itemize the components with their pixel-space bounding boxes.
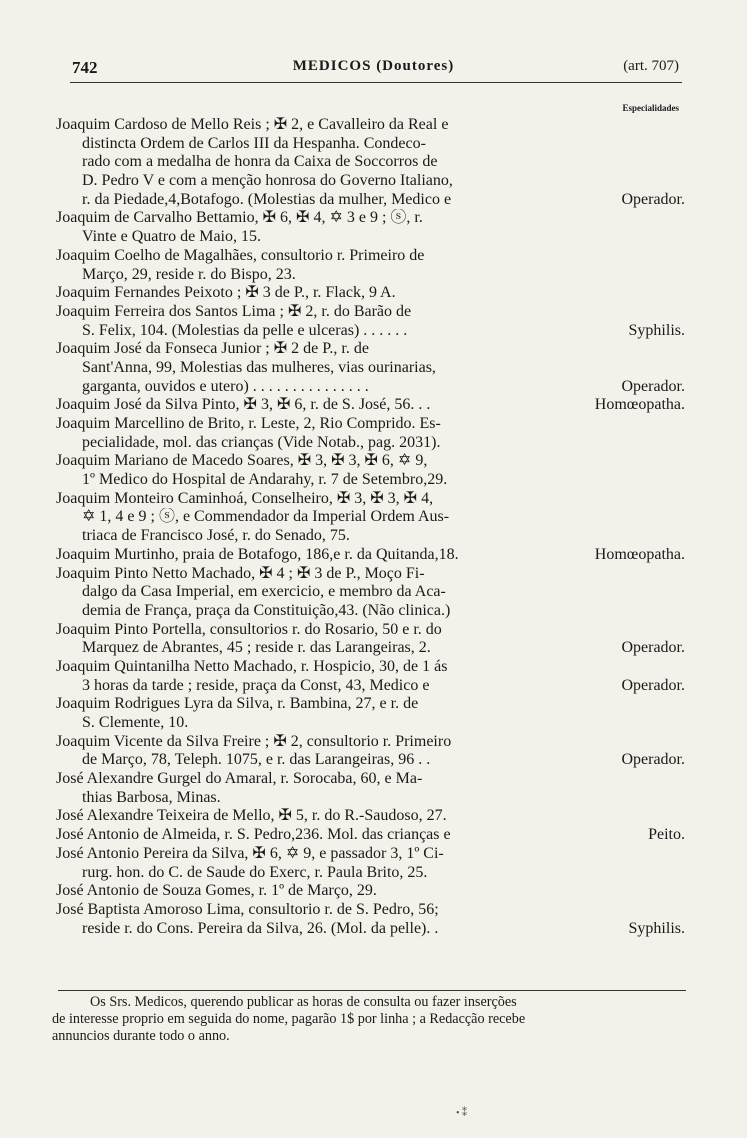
entry-continuation-line: distincta Ordem de Carlos III da Hespanha. Condeco- [82,134,426,152]
entry-name-line: Joaquim Cardoso de Mello Reis ; ✠ 2, e Cavalleiro da Real e [56,116,449,133]
entry-name-line: Joaquim José da Silva Pinto, ✠ 3, ✠ 6, r. de S. José, 56. . . [56,396,431,414]
entry-specialty: Syphilis. [628,321,685,339]
directory-entry [0,546,747,565]
entry-continuation-line: S. Felix, 104. (Molestias da pelle e ulceras) . . . . . . [82,321,408,339]
notice-line: de interesse proprio em seguida do nome, pagarão 1$ por linha ; a Redacção recebe [52,1011,526,1027]
directory-entry [0,733,747,770]
entry-continuation-line: dalgo da Casa Imperial, em exercicio, e membro da Aca- [82,583,446,601]
directory-entry [0,882,747,901]
directory-entry [0,415,747,452]
entry-continuation-line: thias Barbosa, Minas. [82,788,221,806]
directory-entry [0,247,747,284]
entry-name-line: Joaquim José da Fonseca Junior ; ✠ 2 de P., r. de [56,340,369,358]
entry-name-line: Joaquim Coelho de Magalhães, consultorio r. Primeiro de [56,246,425,264]
footer-notice [50,994,690,1045]
notice-line: annuncios durante todo o anno. [52,1028,230,1044]
entry-name-line: José Antonio de Souza Gomes, r. 1º de Março, 29. [56,882,377,900]
directory-entry [0,826,747,845]
directory-entry [0,658,747,695]
directory-entry [0,845,747,882]
directory-entry [0,621,747,658]
entry-name-line: José Antonio de Almeida, r. S. Pedro,236. Mol. das crianças e [56,826,451,844]
directory-entry [0,490,747,546]
entry-specialty: Operador. [621,377,685,395]
entry-continuation-line: Sant'Anna, 99, Molestias das mulheres, vias ourinarias, [82,358,436,376]
entry-name-line: Joaquim Vicente da Silva Freire ; ✠ 2, consultorio r. Primeiro [56,732,452,750]
entry-name-line: Joaquim Monteiro Caminhoá, Conselheiro, ✠ 3, ✠ 3, ✠ 4, [56,489,434,507]
directory-entry [0,770,747,807]
entry-continuation-line: pecialidade, mol. das crianças (Vide Notab., pag. 2031). [82,433,441,451]
directory-entry [0,340,747,396]
entry-continuation-line: rado com a medalha de honra da Caixa de Soccorros de [82,153,438,171]
entry-name-line: José Baptista Amoroso Lima, consultorio r. de S. Pedro, 56; [56,900,439,918]
entry-continuation-line: ✡ 1, 4 e 9 ; ⓢ, e Commendador da Imperial Ordem Aus- [82,508,450,526]
header-rule [70,82,682,83]
entry-name-line: José Antonio Pereira da Silva, ✠ 6, ✡ 9, e passador 3, 1º Ci- [56,844,444,862]
directory-entry [0,807,747,826]
entry-continuation-line: 3 horas da tarde ; reside, praça da Const, 43, Medico e [82,676,430,694]
entry-name-line: Joaquim Ferreira dos Santos Lima ; ✠ 2, r. do Barão de [56,302,412,320]
directory-entry [0,452,747,489]
entry-continuation-line: reside r. do Cons. Pereira da Silva, 26. (Mol. da pelle). . [82,919,439,937]
directory-entry [0,116,747,209]
entry-name-line: José Alexandre Teixeira de Mello, ✠ 5, r. do R.-Saudoso, 27. [56,807,447,825]
entry-continuation-line: r. da Piedade,4,Botafogo. (Molestias da mulher, Medico e [82,190,452,208]
entry-continuation-line: Março, 29, reside r. do Bispo, 23. [82,265,296,283]
entry-name-line: José Alexandre Gurgel do Amaral, r. Sorocaba, 60, e Ma- [56,770,423,788]
entry-name-line: Joaquim Mariano de Macedo Soares, ✠ 3, ✠ 3, ✠ 6, ✡ 9, [56,452,428,470]
entry-continuation-line: 1º Medico do Hospital de Andarahy, r. 7 de Setembro,29. [82,471,448,489]
entry-specialty: Operador. [621,676,685,694]
entry-continuation-line: garganta, ouvidos e utero) . . . . . . . . . . . . . . . [82,377,369,395]
stray-mark: • ⁑ [456,1108,468,1119]
entry-specialty: Homœopatha. [594,396,685,414]
entry-continuation-line: Marquez de Abrantes, 45 ; reside r. das Larangeiras, 2. [82,639,431,657]
entry-name-line: Joaquim Quintanilha Netto Machado, r. Hospicio, 30, de 1 ás [56,657,448,675]
entry-name-line: Joaquim Pinto Netto Machado, ✠ 4 ; ✠ 3 de P., Moço Fi- [56,564,425,582]
entry-continuation-line: D. Pedro V e com a menção honrosa do Governo Italiano, [82,172,453,190]
entry-name-line: Joaquim de Carvalho Bettamio, ✠ 6, ✠ 4, ✡ 3 e 9 ; ⓢ, r. [56,209,423,227]
entry-name-line: Joaquim Fernandes Peixoto ; ✠ 3 de P., r. Flack, 9 A. [56,284,396,302]
entry-name-line: Joaquim Pinto Portella, consultorios r. do Rosario, 50 e r. do [56,620,442,638]
entry-specialty: Syphilis. [628,919,685,937]
page-number: 742 [72,58,98,77]
notice-line: Os Srs. Medicos, querendo publicar as horas de consulta ou fazer inserções [90,994,517,1010]
directory-entry [0,396,747,415]
entries-list [0,116,747,938]
entry-specialty: Homœopatha. [594,545,685,563]
entry-specialty: Operador. [621,190,685,208]
directory-entry [0,209,747,246]
footer-rule [58,990,686,991]
directory-entry [0,565,747,621]
column-heading: Especialidades [622,103,679,113]
directory-entry [0,303,747,340]
entry-specialty: Operador. [621,639,685,657]
directory-entry [0,284,747,303]
entry-continuation-line: rurg. hon. do C. de Saude do Exerc, r. Paula Brito, 25. [82,863,428,881]
entry-continuation-line: demia de França, praça da Constituição,43. (Não clinica.) [82,601,451,619]
entry-name-line: Joaquim Marcellino de Brito, r. Leste, 2, Rio Comprido. Es- [56,415,441,432]
entry-name-line: Joaquim Rodrigues Lyra da Silva, r. Bambina, 27, e r. de [56,695,419,713]
entry-specialty: Operador. [621,751,685,769]
entry-name-line: Joaquim Murtinho, praia de Botafogo, 186,e r. da Quitanda,18. [56,545,459,563]
directory-entry [0,901,747,938]
directory-entry [0,695,747,732]
entry-continuation-line: triaca de Francisco José, r. do Senado, 75. [82,527,350,545]
running-head: MEDICOS (Doutores) [292,58,455,74]
article-ref: (art. 707) [623,58,679,74]
entry-continuation-line: de Março, 78, Teleph. 1075, e r. das Larangeiras, 96 . . [82,751,431,769]
entry-continuation-line: Vinte e Quatro de Maio, 15. [82,228,261,246]
entry-specialty: Peito. [648,826,685,844]
entry-continuation-line: S. Clemente, 10. [82,714,189,731]
